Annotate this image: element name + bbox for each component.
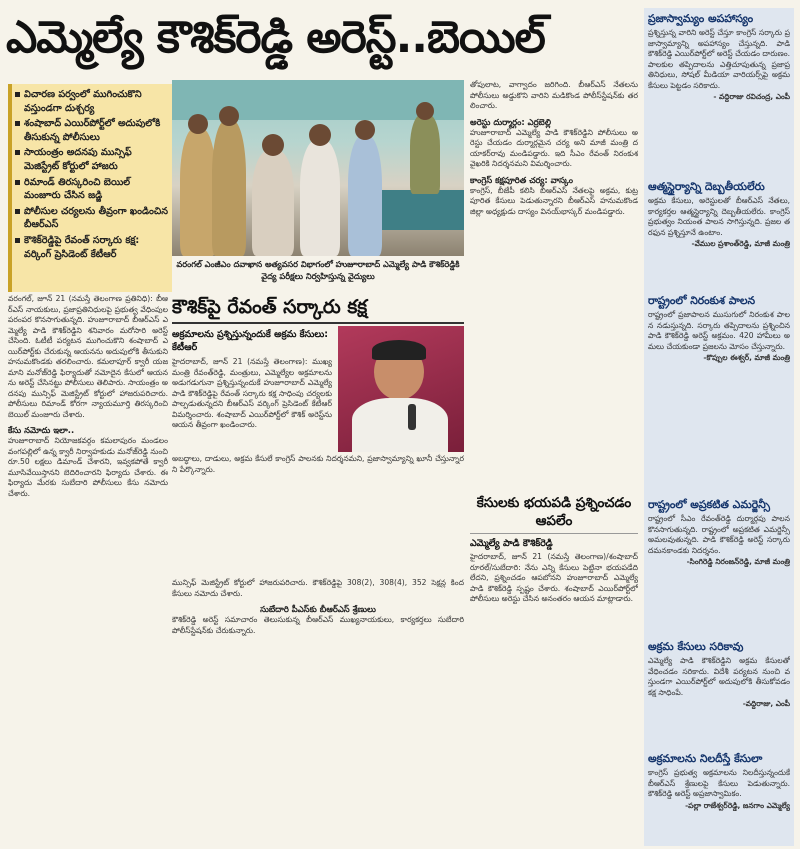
highlight-item: రిమాండ్‌ తిరస్కరించి బెయిల్‌ మంజూరు చేసిన జడ్జి [24,176,168,203]
ktr-article-mid [172,454,464,574]
reaction-title: ప్రజాస్వామ్యం అపహాస్యం [648,12,754,25]
body-text: వరంగల్‌, జూన్‌ 21 (నమస్తే తెలంగాణ ప్రతినిధి): బీఆర్‌ఎస్‌ నాయకులు, ప్రజాప్రతినిధులపై ప్రభుత్వ వేధింపుల పరంపర కొనసాగుతున్నది. హుజూరాబాద్‌ బీఆర్‌ఎస్‌ ఎమ్మెల్యే పాడి కౌశిక్‌రెడ్డిని శనివారం మరోసారి అరెస్ట్‌ చేసింది. ఓటీటీ పర్యటన ముగించుకొని శంషాబాద్‌ ఎయిర్‌పోర్ట్‌కు చేరుకున్న ఆయనను అదుపులోకి తీసుకుని హనుమకొండకు తరలించారు. కమలాపూర్‌ క్వారీ యజమాని మనోజ్‌రెడ్డి ఫిర్యాదుతో నమోదైన కేసులో ఆయనను అరెస్ట్‌ చేసినట్టు పోలీసులు తెలిపారు. సాయంత్రం అదనపు మున్సిఫ్‌ మెజిస్ట్రేట్‌ కోర్టులో హాజరుపరిచారు. పోలీసులు రిమాండ్‌ కోరగా న్యాయమూర్తి తిరస్కరించి బెయిల్‌ మంజూరు చేశారు. [8,294,168,419]
column-left [8,294,168,846]
column-middle [470,80,638,488]
reaction-text: అక్రమ కేసులు, అరెస్టులతో బీఆర్‌ఎస్‌ నేతలు, కార్యకర్తల ఆత్మస్థైర్యాన్ని దెబ్బతీయలేరు. కాంగ్రెస్‌ ప్రభుత్వం నియంత పాలన సాగిస్తున్నది. ప్రజల తరఫున ప్రశ్నిస్తూనే ఉంటాం. [648,196,790,237]
reaction-block [648,640,790,746]
body-text: హైదరాబాద్‌, జూన్‌ 21 (నమస్తే తెలంగాణ)/శంషాబాద్‌ రూరల్‌/సుబేదారి: నేను ఎన్ని కేసులు పెట్టినా భయపడేది లేదని, ప్రశ్నించడం ఆపబోనని హుజూరాబాద్‌ ఎమ్మెల్యే పాడి కౌశిక్‌రెడ్డి స్పష్టం చేశారు. శంషాబాద్‌ ఎయిర్‌పోర్ట్‌లో పోలీసులు అరెస్టు చేసిన అనంతరం ఆయన మాట్లాడారు. [470,552,638,603]
reaction-source: -వద్దిరాజు, ఎంపీ [742,699,790,708]
section-heading: సుబేదారి పీఎస్‌కు బీఆర్‌ఎస్‌ శ్రేణులు [260,604,376,614]
reaction-title: అక్రమ కేసులు సరికావు [648,640,744,653]
section-heading: కేసు నమోదు ఇలా.. [8,425,75,435]
reaction-source: -పల్లా రాజేశ్వర్‌రెడ్డి, జనగాం ఎమ్మెల్యే [685,800,790,810]
highlight-item: విచారణ పర్వంలో ముగించుకొని వస్తుండగా దుశ్చర్య [24,88,168,115]
reaction-source: -వేముల ప్రశాంత్‌రెడ్డి, మాజీ మంత్రి [691,239,790,248]
body-text: హుజూరాబాద్‌ ఎమ్మెల్యే పాడి కౌశిక్‌రెడ్డిని పోలీసులు అరెస్టు చేయడం దుర్మార్గమైన చర్య అని మాజీ మంత్రి దయాకర్‌రావు మండిపడ్డారు. ఇది సీఎం రేవంత్‌ నిరంకుశ వైఖరికి నిదర్శనమని విమర్శించారు. [470,127,638,168]
photo-caption: వరంగల్‌ ఎంజీఎం దవాఖాన అత్యవసర విభాగంలో హుజూరాబాద్‌ ఎమ్మెల్యే పాడి కౌశిక్‌రెడ్డికి వైద్య పరీక్షలు నిర్వహిస్తున్న వైద్యులు [176,259,460,281]
reaction-source: -కొప్పుల ఈశ్వర్‌, మాజీ మంత్రి [703,353,790,362]
ktr-photo [338,326,464,452]
highlight-item: పోలీసుల చర్యలను తీవ్రంగా ఖండించిన బీఆర్‌ఎస్‌ [24,205,168,231]
body-text: కాంగ్రెస్‌, బీజేపీ కలిసి బీఆర్‌ఎస్‌ నేతలపై అక్రమ, కుట్రపూరిత కేసులు పెడుతున్నారని బీఆర్‌ఎస్‌ హనుమకొండ జిల్లా అధ్యక్షుడు దాస్యం వినయ్‌భాస్కర్‌ మండిపడ్డారు. [470,185,638,216]
highlight-item: సాయంత్రం అదనపు మున్సిఫ్‌ మెజిస్ట్రేట్‌ కోర్టులో హాజరు [24,146,168,173]
reaction-block [648,498,790,632]
reaction-title: రాష్ట్రంలో అప్రకటిత ఎమర్జెన్సీ [648,498,771,511]
reaction-source: -సింగిరెడ్డి నిరంజన్‌రెడ్డి, మాజీ మంత్రి [686,557,790,566]
kesu-article [470,494,638,846]
reaction-block [648,180,790,284]
ktr-quote-bullet: అక్రమాలను ప్రశ్నిస్తున్నందుకే అక్రమ కేసులు: కేటీఆర్‌ [172,329,329,353]
body-text: కౌశిక్‌రెడ్డి అరెస్ట్‌ సమాచారం తెలుసుకున్న బీఆర్‌ఎస్‌ ముఖ్యనాయకులు, కార్యకర్తలు సుబేదారి పోలీస్‌స్టేషన్‌కు చేరుకున్నారు. [172,615,464,635]
headline: ఎమ్మెల్యే కౌశిక్‌రెడ్డి అరెస్ట్‌..బెయిల్‌ [6,12,545,63]
reactions-column [644,8,794,846]
subheadline: కౌశిక్‌పై రేవంత్‌ సర్కారు కక్ష [172,292,464,324]
body-text: హైదరాబాద్‌, జూన్‌ 21 (నమస్తే తెలంగాణ): ముఖ్యమంత్రి రేవంత్‌రెడ్డి, మంత్రులు, ఎమ్మెల్యేల అక్రమాలను అడుగడుగునా ప్రశ్నిస్తున్నందుకే హుజూరాబాద్‌ ఎమ్మెల్యే పాడి కౌశిక్‌రెడ్డిపై రేవంత్‌ సర్కారు కక్ష సాధింపు చర్యలకు పాల్పడుతున్నదని బీఆర్‌ఎస్‌ వర్కింగ్‌ ప్రెసిడెంట్‌ కేటీఆర్‌ విమర్శించారు. శంషాబాద్‌ ఎయిర్‌పోర్ట్‌లో కౌశిక్‌ అరెస్ట్‌ను ఆయన తీవ్రంగా ఖండించారు. [172,357,332,429]
highlights-box [8,84,172,292]
body-text: మున్సిఫ్‌ మెజిస్ట్రేట్‌ కోర్టులో హాజరుపరిచారు. కౌశిక్‌రెడ్డిపై 308(2), 308(4), 352 సెక్షన్ల కింద కేసులు నమోదు చేశారు. [172,578,464,598]
reaction-text: ప్రశ్నిస్తున్న వారిని అరెస్ట్‌ చేస్తూ కాంగ్రెస్‌ సర్కారు ప్రజాస్వామ్యాన్ని అపహాస్యం చేస్తున్నది. పాడి కౌశిక్‌రెడ్డి ఎయిర్‌పోర్ట్‌లో అరెస్ట్‌ చేయడం దారుణం. పాలకుల తప్పిదాలను ఎత్తిచూపుతున్న ప్రజాప్రతినిధులు, సోషల్‌ మీడియా వారియర్స్‌పై అక్రమ కేసులు పెట్టడం సరికాదు. [648,28,790,90]
kesu-title: కేసులకు భయపడి ప్రశ్నించడం ఆపలేం [470,494,638,534]
reaction-text: రాష్ట్రంలో సీఎం రేవంత్‌రెడ్డి దుర్మార్గపు పాలన కొనసాగుతున్నది. రాష్ట్రంలో అప్రకటిత ఎమర్జెన్సీ అమలవుతున్నది. పాడి కౌశిక్‌రెడ్డి అరెస్ట్‌ సర్కారు దమనకాండకు నిదర్శనం. [648,514,790,555]
reaction-text: ఎమ్మెల్యే పాడి కౌశిక్‌రెడ్డిని అక్రమ కేసులతో వేధించడం సరికాదు. విదేశీ పర్యటన నుంచి వస్తుండగా ఎయిర్‌పోర్ట్‌లో అదుపులోకి తీసుకోవడం కక్ష సాధింపే. [648,656,790,697]
reaction-title: రాష్ట్రంలో నిరంకుశ పాలన [648,294,756,307]
ktr-article-bottom [172,578,464,846]
ktr-article-top [172,328,332,452]
reaction-text: కాంగ్రెస్‌ ప్రభుత్వ అక్రమాలను నిలదీస్తున్నందుకే బీఆర్‌ఎస్‌ శ్రేణులపై కేసులు పెడుతున్నారు. కౌశిక్‌రెడ్డి అరెస్ట్‌ అప్రజాస్వామికం. [648,768,790,798]
reaction-title: అక్రమాలను నిలదీస్తే కేసులా [648,752,763,765]
reaction-title: ఆత్మస్థైర్యాన్ని దెబ్బతీయలేరు [648,180,765,193]
reaction-text: రాష్ట్రంలో ప్రజాపాలన ముసుగులో నిరంకుశ పాలన నడుస్తున్నది. సర్కారు తప్పిదాలను ప్రశ్నించిన పాడి కౌశిక్‌రెడ్డి అరెస్ట్‌ అక్రమం. 420 హామీలు అమలు చేయకుండా ప్రజలను మోసం చేస్తున్నారు. [648,310,790,351]
section-heading: కాంగ్రెస్‌ కక్షపూరిత చర్య: వాస్కం [470,174,573,185]
highlight-item: కౌశిక్‌రెడ్డిపై రేవంత్‌ సర్కారు కక్ష: వర్కింగ్‌ ప్రెసిడెంట్‌ కేటీఆర్‌ [24,234,168,261]
hospital-photo [172,80,464,256]
section-heading: అరెస్టు దుర్మార్గం: ఎర్రబెల్లి [470,116,551,127]
reaction-block [648,752,790,844]
body-text: తోపులాట, వాగ్వాదం జరిగింది. బీఆర్‌ఎస్‌ నేతలను పోలీసులు అడ్డుకొని వారిని మడికొండ పోలీస్‌స్టేషన్‌కు తరలించారు. [470,80,638,110]
kesu-bullet: ఎమ్మెల్యే పాడి కౌశిక్‌రెడ్డి [470,538,553,549]
reaction-source: - వద్దిరాజు రవిచంద్ర, ఎంపీ [713,92,790,101]
body-text: అబద్ధాలు, దాడులు, అక్రమ కేసులే కాంగ్రెస్‌ పాలనకు నిదర్శనమని, ప్రజాస్వామ్యాన్ని ఖూనీ చేస్తున్నారని పేర్కొన్నారు. [172,454,464,474]
body-text: హుజూరాబాద్‌ నియోజకవర్గం కమలాపురం మండలం వంగపల్లిలో ఉన్న క్వారీ నిర్వాహకుడు మనోజ్‌రెడ్డి నుంచి రూ.50 లక్షలు డిమాండ్‌ చేశారని, ఇవ్వకపోతే క్వారీ మూసివేయిస్తానని బెదిరించారని ఫిర్యాదు చేశారు. ఈ ఫిర్యాదు మేరకు సుబేదారి పోలీసులు కేసు నమోదు చేశారు. [8,436,168,498]
reaction-block [648,294,790,490]
highlight-item: శంషాబాద్‌ ఎయిర్‌పోర్ట్‌లో అదుపులోకి తీసుకున్న పోలీసులు [24,117,168,144]
reaction-block [648,12,790,158]
